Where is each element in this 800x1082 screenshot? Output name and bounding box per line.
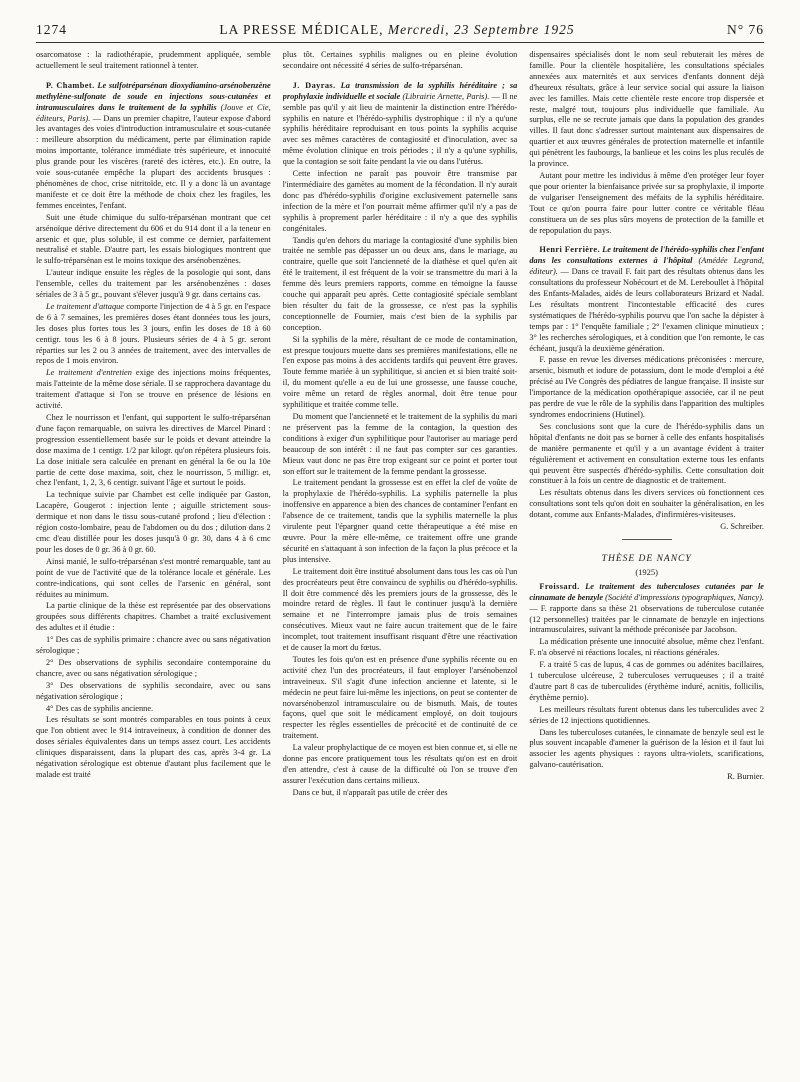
issue-number: N° 76 xyxy=(726,22,764,37)
paragraph-lead: Le traitement d'attaque xyxy=(46,301,125,311)
paragraph xyxy=(36,302,271,367)
review-froissard xyxy=(529,582,764,637)
review-title: Le traitement de l'hérédo-syphilis chez l'enfant dans les consultations externes à l'hôpital xyxy=(529,245,765,266)
page-header xyxy=(36,22,764,40)
review-publisher: (Jouve et Cie, éditeurs, Paris). xyxy=(36,102,271,123)
paragraph: F. a traité 5 cas de lupus, 4 cas de gommes ou adénites bacillaires, 1 tuberculose ulcéreuse, 2 tuberculoses verruqueuses ; il a traité d'autre part 8 cas de tuberculides (érythème induré, acnitis, follicilis, érythème pernio). xyxy=(529,660,765,702)
paragraph: Cette infection ne paraît pas pouvoir être transmise par l'intermédiaire des gamètes au moment de la fécondation. Il n'y aurait donc pas d'hérédo-syphilis d'origine exclusivement paternelle sans infection de la mère et l'on pourrait même affirmer qu'il n'y a pas de syphilis à proprement parler héréditaire : il n'y a que des syphilis congénitales. xyxy=(282,169,518,233)
list-item: 1° Des cas de syphilis primaire : chancre avec ou sans négativation sérologique ; xyxy=(36,635,271,656)
journal-title-date: LA PRESSE MÉDICALE, Mercredi, 23 Septembre 1925 xyxy=(219,22,575,37)
paragraph-body: comporte l'injection de 4 à 5 gr. en l'espace de 6 à 7 semaines, les premières doses étant données tous les jours, les doses plus fortes tous les 3 jours, enfin les doses de 18 à 60 centigr. tous les 6 à 8 jours. Plusieurs séries de 4 à 5 gr. seront réparties sur les 2 ou 3 années de traitement, avec des intervalles de repos de 1 mois environ. xyxy=(36,301,271,366)
paragraph: Dans ce but, il n'apparaît pas utile de créer des xyxy=(292,787,448,797)
header-rule xyxy=(36,42,764,43)
review-text: — Dans ce travail F. fait part des résultats obtenus dans les consultations du professeur Nobécourt et de M. Lereboullet à l'hôpital des Enfants-Malades, aidés de leurs collaborateurs Brizard et Nadal. Les résultats montrent l'incontestable efficacité des cures systématiques de l'hérédo-syphilis pourvu que l'on sache la dépister à temps par : 1° l'enquête familiale ; 2° l'examen clinique minutieux ; 3° les recherches sérologiques, et à condition que l'on remonte, le cas échéant, jusqu'à la deuxième génération. xyxy=(529,267,765,353)
paragraph: dispensaires spécialisés dont le nom seul rebuterait les mères de famille. Pour la clientèle hospitalière, les consultations spéciales annexées aux maternités et aux services d'enfants donnent déjà d'heureux résultats, grâce à leur service social qui assure la liaison avec les familles. Mais cette clientèle reste encore trop dispersée et reste, malgré tout, toujours plus individuelle que familiale. Au surplus, elle ne se recrute jamais que dans la population des grandes villes. Il faut donc s'adresser surtout maintenant aux dispensaires de quartier et aux œuvres générales de protection maternelle et infantile qui pénètrent les faubourgs, la banlieue et les coins les plus reculés de la province. xyxy=(529,50,765,169)
review-text: — Dans un premier chapitre, l'auteur expose d'abord les avantages des voies d'introduction intramusculaire et sous-cutanée : meilleure absorption du médicament, perte par élimination rapide moins importante, tolérance immédiate très supérieure, et innocuité plus grande pour les viscères (rareté des ictères, etc.). En outre, la voie sous-cutanée empêche la plupart des accidents brusques : phénomènes de choc, crise nitritoïde, etc. Il y a donc là un avantage manifeste et ce doit être la méthode de choix chez les fragiles, les femmes enceintes, l'enfant. xyxy=(36,113,271,210)
review-author: P. Chambet. xyxy=(46,80,95,90)
review-ferriere xyxy=(529,245,764,354)
column-middle xyxy=(283,50,518,1065)
paragraph: Ainsi manié, le sulfo-tréparsénan s'est montré remarquable, tant au point de vue de l'activité que de la tolérance locale et générale. Les contre-indications, qui sont celles de l'arsenic en général, sont réduites au minimum. xyxy=(36,556,271,599)
paragraph: F. passe en revue les diverses médications préconisées : mercure, arsenic, bismuth et iodure de potassium, dont le mode d'emploi a été précisé au IVe Congrès des pédiatres de langue française. Il insiste sur l'importance de la médication opothérapique associée, car il ne peut pas perdre de vue le rôle de la syphilis dans l'apparition des multiples syndromes endocriniens (Hutinel). xyxy=(529,355,765,419)
paragraph: Les meilleurs résultats furent obtenus dans les tuberculides avec 2 séries de 12 injections quotidiennes. xyxy=(529,704,765,725)
paragraph: Les résultats obtenus dans les divers services où fonctionnent ces consultations sont tels qu'on doit en souhaiter la généralisation, en les dotant, comme aux Enfants-Malades, d'infirmières-visiteuses. xyxy=(529,488,765,520)
paragraph: Tandis qu'en dehors du mariage la contagiosité d'une syphilis bien traitée ne semble pas dépasser un ou deux ans, dans le mariage, au contraire, quelle que soit l'ancienneté de la diathèse et quel qu'en ait été le traitement, il est fréquent de la voir se transmettre du mari à la femme dès leurs premiers rapports, comme en témoigne la fausse couche qui apparaît peu après. Cette contagiosité spéciale semblant bien résulter du fait de la grossesse, ce n'est pas la syphilis conceptionnelle de Fournier, mais c'est bien de la syphilis par conception. xyxy=(282,235,518,332)
review-title: Le traitement des tuberculoses cutanées par le cinnamate de benzyle xyxy=(529,581,765,602)
review-text: — F. rapporte dans sa thèse 21 observations de tuberculose cutanée (12 personnelles) traitées par le cinnamate de benzyle en injections intramusculaires, suivant la méthode préconisée par Jacobson. xyxy=(529,603,765,635)
paragraph: Du moment que l'ancienneté et le traitement de la syphilis du mari ne préservent pas la femme de la contagion, la question des conditions à exiger d'un syphilitique pour l'autoriser au mariage perd beaucoup de son intérêt : il ne faut pas compter sur ces garanties. Mieux vaut donc ne pas être trop exigeant sur ce point et porter tout son effort sur le traitement de la femme pendant la grossesse. xyxy=(282,412,518,476)
review-publisher: (Librairie Arnette, Paris). xyxy=(402,91,490,101)
page-number: 1274 xyxy=(36,22,67,37)
column-right xyxy=(529,50,764,1065)
paragraph: plus tôt. Certaines syphilis malignes ou en pleine évolution secondaire ont nécessité 4 séries de sulfo-tréparsénan. xyxy=(282,50,518,70)
paragraph: Les résultats se sont montrés comparables en tous points à ceux que l'on obtient avec le 914 intraveineux, à condition de donner des doses sériales équivalentes dans un temps assez court. Les accidents cliniques disparaissent, dans la plupart des cas, après 3-4 gr. La négativation sérologique est obtenue d'autant plus facilement que le malade est traité xyxy=(36,715,271,779)
paragraph: Toutes les fois qu'on est en présence d'une syphilis récente ou en activité chez l'un des procréateurs, il faut employer l'arsénobenzol intraveineux. S'il s'agit d'une infection ancienne et latente, si le médecin ne peut faire lui-même les injections, on peut se contenter de novarsénobenzol intramusculaire ou de bismuth. Mais, de toutes façons, quel que soit le médicament employé, on doit toujours respecter les règles essentielles de précocité et de continuité de ce traitement. xyxy=(282,654,518,741)
review-title: La transmission de la syphilis héréditaire ; sa prophylaxie individuelle et sociale xyxy=(282,80,518,101)
review-publisher: (Amédée Legrand, éditeur). xyxy=(529,256,765,277)
section-divider xyxy=(622,539,672,540)
review-publisher: (Société d'impressions typographiques, Nancy). xyxy=(605,592,764,602)
columns xyxy=(36,50,764,1065)
list-item: 2° Des observations de syphilis secondaire contemporaine du chancre, avec ou sans négativation sérologique ; xyxy=(36,657,271,678)
review-chambet xyxy=(36,81,271,212)
section-heading: THÈSE DE NANCY xyxy=(601,553,692,564)
paragraph: Autant pour mettre les individus à même d'en protéger leur foyer que pour orienter la bienfaisance privée sur sa prophylaxie, il importe de vulgariser l'enseignement des méfaits de la syphilis héréditaire. Tout ce qu'on pourra faire pour lutter contre ce véritable fléau constituera un de ses plus sûrs moyens de protection de la famille et de repopulation du pays. xyxy=(529,170,765,235)
signature: R. Burnier. xyxy=(727,772,765,782)
paragraph: Le traitement doit être institué absolument dans tous les cas où l'un des procréateurs peut être convaincu de syphilis ou d'hérédo-syphilis. Il doit être commencé dès les premiers jours de la grossesse, dès le moindre retard de règles. Il faut le continuer jusqu'à la dernière semaine et ne l'interrompre jamais plus de trois semaines consécutives. Mieux vaut ne faire aucun traitement que de le faire incomplet, tout traitement insuffisant risquant d'être une réactivation et de causer la mort du fœtus. xyxy=(282,566,518,653)
section-year: (1925) xyxy=(635,566,659,577)
paragraph: L'auteur indique ensuite les règles de la posologie qui sont, dans l'ensemble, celles du traitement par les arsénobenzènes : doses sériales de 3 à 5 gr., pouvant s'élever jusqu'à 9 gr. dans certains cas. xyxy=(36,268,271,300)
list-item: 4° Des cas de syphilis ancienne. xyxy=(46,703,154,713)
review-text: — Il ne semble pas qu'il y ait lieu de maintenir la distinction entre l'hérédo-syphilis en nature et l'hérédo-syphilis dystrophique : il n'y a qu'une syphilis héréditaire reproduisant en tous points la syphilis acquise avec ses mêmes caractères de contagiosité et d'inoculation, avec sa même évolution clinique en trois périodes ; il n'y a qu'une syphilis, que la contagion se soit faite pendant la vie ou dans l'utérus. xyxy=(282,91,518,167)
list-item: 3° Des observations de syphilis secondaire, avec ou sans négativation sérologique ; xyxy=(36,680,271,701)
review-title: Le sulfotréparsénan dioxydiamino-arsénobenzène methylène-sulfonate de soude en injections sous-cutanées et intramusculaires dans le traitement de la syphilis xyxy=(36,80,271,112)
paragraph-lead: Le traitement d'entretien xyxy=(46,368,132,378)
paragraph: La partie clinique de la thèse est représentée par des observations groupées sous différents chapitres. Chambet a traité exclusivement des adultes et il étudie : xyxy=(36,601,271,633)
signature: G. Schreiber. xyxy=(720,522,765,532)
journal-title: LA PRESSE MÉDICALE xyxy=(219,22,380,37)
paragraph: Suit une étude chimique du sulfo-tréparsénan montrant que cet arsénoïque dérive directement du 606 et du 914 dont il a la teneur en arsenic et que, plus soluble, il est comme ce dernier, parfaitement neutralisé et stable. D'autre part, les essais biologiques montrent que le sulfo-tréparsénan est le moins toxique des arsénobenzènes. xyxy=(36,212,271,266)
paragraph: Si la syphilis de la mère, résultant de ce mode de contamination, est presque toujours muette dans ses premières manifestations, elle ne l'en expose pas moins à des accidents tardifs qui peuvent être graves. Toute femme mariée à un syphilitique, si ancien et si bien traité soit-il, du moment qu'elle a eu de lui une grossesse, une fausse couche, voire même un retard de règles anormal, doit être tenue pour syphilitique et traitée comme telle. xyxy=(282,334,518,410)
review-author: Henri Ferrière. xyxy=(539,245,600,255)
paragraph: osarcomatose : la radiothérapie, prudemment appliquée, semble actuellement le seul traitement rationnel à tenter. xyxy=(36,50,271,70)
paragraph xyxy=(36,368,271,412)
review-author: J. Dayras. xyxy=(292,80,336,90)
column-left xyxy=(36,50,271,1065)
review-dayras xyxy=(283,81,518,168)
paragraph: La technique suivie par Chambet est celle indiquée par Gaston, Lacapère, Gougerot : injection lente ; aiguille strictement sous-dermique et non dans le tissu sous-cutané profond ; lieu d'élection : région costo-lombaire, peau de l'abdomen ou du dos ; dilution dans 2 cmc d'eau distillée pour les doses jusqu'à 0 gr. 30, dans 4 à 6 cmc pour les doses de 0 gr. 36 à 0 gr. 60. xyxy=(36,490,271,554)
paragraph: Chez le nourrisson et l'enfant, qui supportent le sulfo-tréparsénan d'une façon remarquable, on suivra les directives de Marcel Pinard : progression essentiellement basée sur le poids et devant atteindre la dose maxima de 1 centigr. 1/2 par kilogr. qu'on répétera plusieurs fois. La dose initiale sera calculée en prenant en général la 6e ou la 10e partie de cette dose maxima, soit, chez le nourrisson, 5 milligr. et, chez l'enfant, 1, 2, 3, 6 centigr. suivant l'âge et surtout le poids. xyxy=(36,413,271,488)
paragraph: Le traitement pendant la grossesse est en effet la clef de voûte de la prophylaxie de l'hérédo-syphilis. La syphilis paternelle la plus inoffensive en apparence a bien des chances de contaminer l'enfant en l'absence de ce traitement, tandis que la syphilis maternelle la plus virulente peut l'épargner quand cette thérapeutique a été mise en œuvre. Pour la mère elle-même, ce traitement offre une grande sécurité en s'attaquant à son infection de la façon la plus précoce et la plus intensive. xyxy=(282,478,518,564)
paragraph: La valeur prophylactique de ce moyen est bien connue et, si elle ne donne pas encore pratiquement tous les résultats qu'on est en droit d'en attendre, c'est à cause de la difficulté où l'on se trouve d'en assurer l'exécution dans certains milieux. xyxy=(282,743,518,785)
paragraph-body: exige des injections moins fréquentes, mais l'atteinte de la même dose sériale. Il se rapprochera davantage du traitement d'attaque si l'on se trouve en présence de lésions en activité. xyxy=(36,368,271,411)
issue-date: Mercredi, 23 Septembre 1925 xyxy=(387,22,575,37)
paragraph: La médication présente une innocuité absolue, même chez l'enfant. F. n'a observé ni réactions locales, ni réactions générales. xyxy=(529,637,765,658)
paragraph: Dans les tuberculoses cutanées, le cinnamate de benzyle seul est le plus souvent incapable d'amener la guérison de la lésion et il faut lui associer les agents physiques : rayons ultra-violets, scarifications, galvano-cautérisation. xyxy=(529,727,765,770)
review-author: Froissard. xyxy=(539,581,580,591)
paragraph: Ses conclusions sont que la cure de l'hérédo-syphilis dans un hôpital d'enfants ne doit pas se borner à celle des enfants hospitalisés de manière permanente et qu'il y a un avantage évident à traiter régulièrement et activement en consultation externe tous les enfants qui peuvent être suspectés d'hérédo-syphilis. Cette consultation doit constituer à la fois un centre de diagnostic et de traitement. xyxy=(529,421,765,486)
